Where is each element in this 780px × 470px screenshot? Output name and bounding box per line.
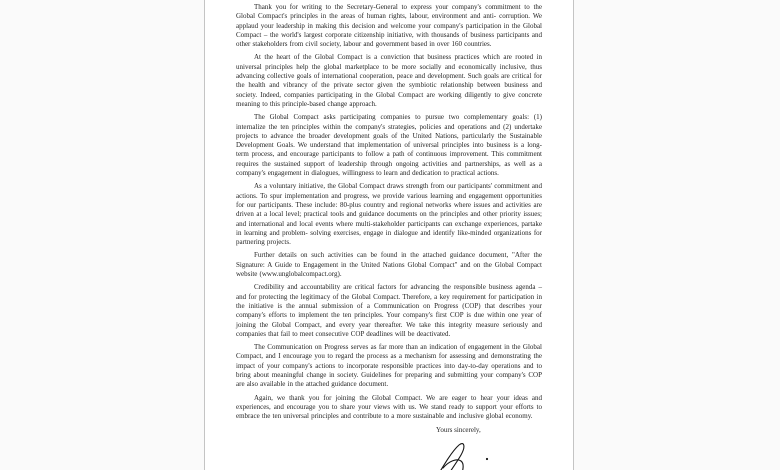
signature-icon xyxy=(431,442,521,470)
closing-salutation: Yours sincerely, xyxy=(436,426,481,435)
letter-paragraph: Credibility and accountability are critical factors for advancing the responsible business agenda – and for protecting the legitimacy of the Global Compact. Therefore, a key requirement for participation in the initiative is the annual submission of a Communication on Progress (COP) that describes your company's efforts to implement the ten principles. Your company's first COP is due within one year of joining the Global Compact, and every year thereafter. We take this integrity measure seriously and companies that fail to meet consecutive COP deadlines will be deactivated. xyxy=(236,283,542,338)
letter-paragraph: As a voluntary initiative, the Global Compact draws strength from our participants' commitment and actions. To spur implementation and progress, we provide various learning and engagement opportunities for our participants. These include: 80-plus country and regional networks where issues and activities are driven at a local level; practical tools and guidance documents on the principles and other priority issues; and international and local events where multi-stakeholder participants can exchange experiences, partake in learning and problem- solving exercises, engage in dialogue and identify like-minded organizations for partnering projects. xyxy=(236,182,542,247)
letter-page xyxy=(204,0,574,470)
letter-paragraph: The Global Compact asks participating companies to pursue two complementary goals: (1) internalize the ten principles within the company's strategies, policies and operations and (2) undertake projects to advance the broader development goals of the United Nations, particularly the Sustainable Development Goals. We understand that implementation of universal principles into business is a long-term process, and encourage participants to follow a path of continuous improvement. This commitment requires the sustained support of leadership through ongoing activities and partnerships, as well as a company's engagement in dialogues, willingness to learn and dedication to practical actions. xyxy=(236,113,542,178)
letter-paragraph: Further details on such activities can be found in the attached guidance document, "After the Signature: A Guide to Engagement in the United Nations Global Compact" and on the Global Compact website (www.unglobalcompact.org). xyxy=(236,251,542,279)
letter-paragraph: The Communication on Progress serves as far more than an indication of engagement in the Global Compact, and I encourage you to regard the process as a mechanism for assessing and demonstrating the impact of your company's actions to incorporate responsible practices into day-to-day operations and to bring about meaningful change in society. Guidelines for preparing and submitting your company's COP are also available in the attached guidance document. xyxy=(236,343,542,389)
letter-paragraph: Again, we thank you for joining the Global Compact. We are eager to hear your ideas and experiences, and encourage you to share your views with us. We stand ready to support your efforts to embrace the ten universal principles and contribute to a more sustainable and inclusive global economy. xyxy=(236,393,542,421)
signature xyxy=(431,442,542,470)
letter-body xyxy=(205,0,573,470)
letter-paragraph: Thank you for writing to the Secretary-General to express your company's commitment to the Global Compact's principles in the areas of human rights, labour, environment and anti- corruption. We applaud your leadership in making this decision and welcome your company's participation in the Global Compact – the world's largest corporate citizenship initiative, with thousands of business participants and other stakeholders from civil society, labour and government based in over 160 countries. xyxy=(236,3,542,49)
letter-paragraph: At the heart of the Global Compact is a conviction that business practices which are rooted in universal principles help the global marketplace to be more socially and economically inclusive, thus advancing collective goals of international cooperation, peace and development. Such goals are critical for the health and vibrancy of the private sector given the symbiotic relationship between business and society. Indeed, companies participating in the Global Compact are working diligently to give concrete meaning to this principle-based change approach. xyxy=(236,53,542,108)
